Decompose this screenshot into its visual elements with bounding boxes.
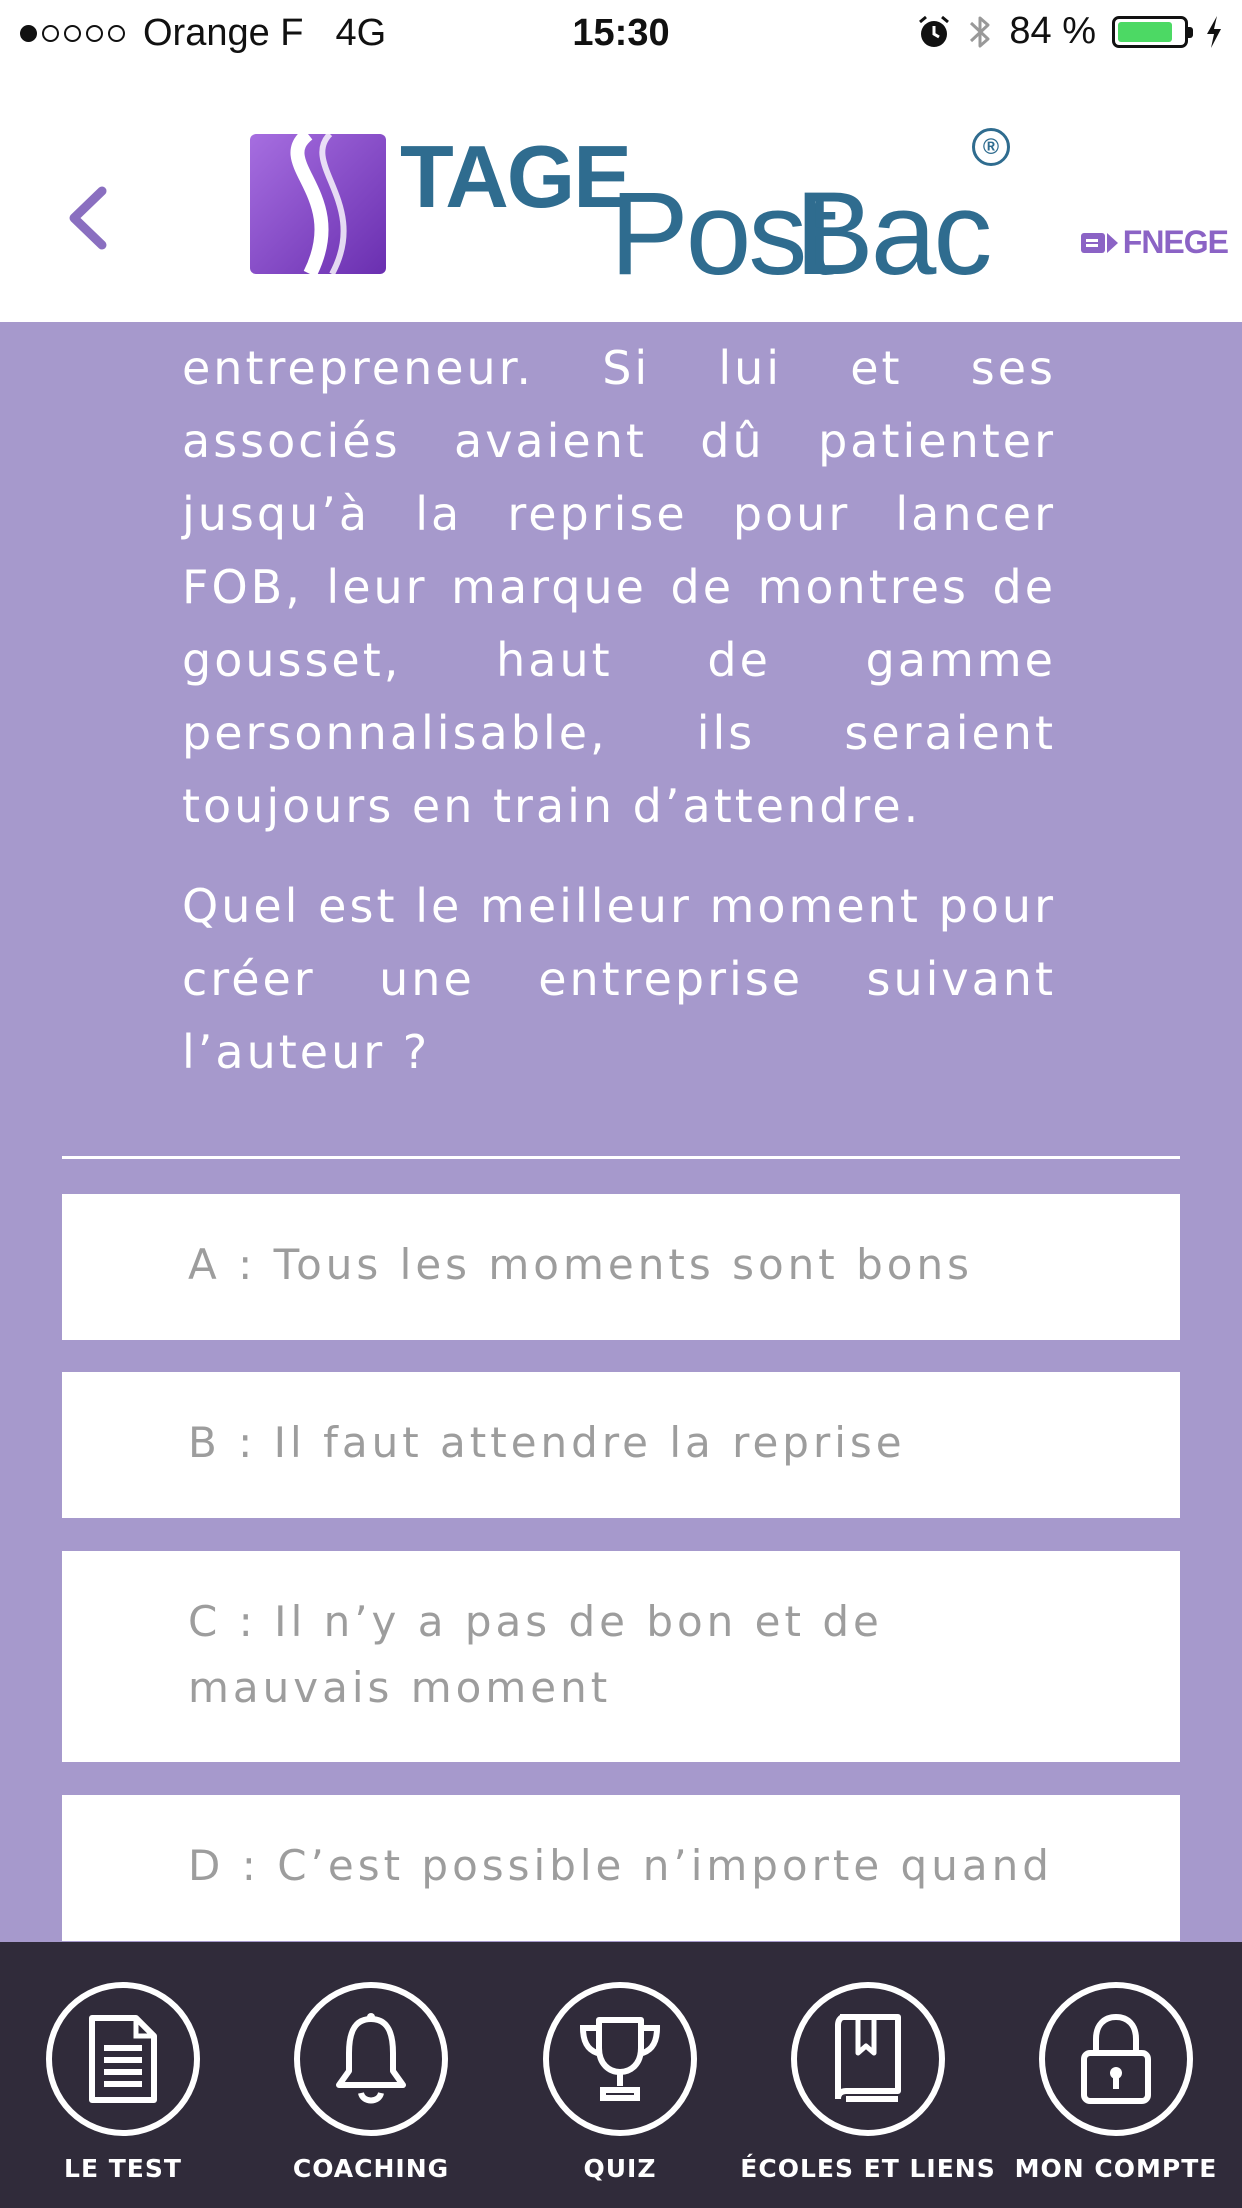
tab-label: COACHING <box>292 2154 450 2183</box>
app-header <box>0 68 1242 322</box>
tab-label: ÉCOLES ET LIENS <box>740 2154 996 2183</box>
carrier-name: Orange F <box>143 12 304 54</box>
tab-bar <box>0 1942 1242 2208</box>
tab-label: QUIZ <box>583 2154 657 2183</box>
alarm-icon <box>917 14 951 50</box>
status-time: 15:30 <box>572 12 670 54</box>
registered-mark: ® <box>972 128 1010 166</box>
book-icon <box>828 2013 908 2105</box>
fnege-text: FNEGE <box>1122 224 1228 260</box>
answer-label: B : Il faut attendre la reprise <box>188 1418 906 1467</box>
fnege-mark-icon <box>1081 230 1119 256</box>
answer-label: C : Il n’y a pas de bon et de mauvais moment <box>188 1597 883 1712</box>
bluetooth-icon <box>967 12 993 52</box>
quiz-content[interactable] <box>0 322 1242 1942</box>
lock-icon <box>1078 2013 1154 2105</box>
logo-word-bac: Bac <box>795 168 990 300</box>
answer-option-a[interactable] <box>62 1194 1180 1340</box>
tab-icon-circle <box>294 1982 448 2136</box>
tab-label: MON COMPTE <box>1014 2154 1218 2183</box>
fnege-logo <box>1081 224 1228 261</box>
chevron-left-icon <box>60 173 120 263</box>
network-type: 4G <box>335 12 387 54</box>
reading-passage: entrepreneur. Si lui et ses associés avaient dû patienter jusqu’à la reprise pour lancer FOB, leur marque de montres de gousset, haut de gamme personnalisable, ils seraient toujours en train d’attendre. <box>182 341 1056 833</box>
battery-percent: 84 % <box>1009 10 1096 52</box>
document-icon <box>86 2014 160 2104</box>
tab-icon-circle <box>46 1982 200 2136</box>
tab-ecoles-et-liens[interactable] <box>740 1982 996 2192</box>
trophy-icon <box>575 2014 665 2104</box>
divider <box>62 1156 1180 1159</box>
answer-option-c[interactable] <box>62 1551 1180 1762</box>
back-button[interactable] <box>60 173 120 263</box>
tab-le-test[interactable] <box>3 1982 243 2192</box>
tab-icon-circle <box>543 1982 697 2136</box>
tab-quiz[interactable] <box>500 1982 740 2192</box>
bell-icon <box>331 2013 411 2105</box>
answer-label: D : C’est possible n’importe quand <box>188 1841 1053 1890</box>
battery-fill <box>1118 22 1172 42</box>
question-text: Quel est le meilleur moment pour créer une entreprise suivant l’auteur ? <box>182 879 1056 1079</box>
logo-mark-icon <box>250 134 386 274</box>
tab-icon-circle <box>791 1982 945 2136</box>
tab-mon-compte[interactable] <box>996 1982 1236 2192</box>
status-right <box>917 10 1224 53</box>
logo-word-tage: TAGE <box>400 127 630 226</box>
status-bar <box>0 0 1242 68</box>
tab-icon-circle <box>1039 1982 1193 2136</box>
tab-label: LE TEST <box>64 2154 182 2183</box>
charging-icon <box>1204 14 1224 50</box>
logo-word-post: Post <box>610 168 835 300</box>
tab-coaching[interactable] <box>251 1982 491 2192</box>
answer-option-b[interactable] <box>62 1372 1180 1518</box>
answer-option-d[interactable] <box>62 1795 1180 1941</box>
tage-post-bac-logo <box>250 126 1010 300</box>
battery-icon <box>1112 16 1188 48</box>
answer-label: A : Tous les moments sont bons <box>188 1240 973 1289</box>
